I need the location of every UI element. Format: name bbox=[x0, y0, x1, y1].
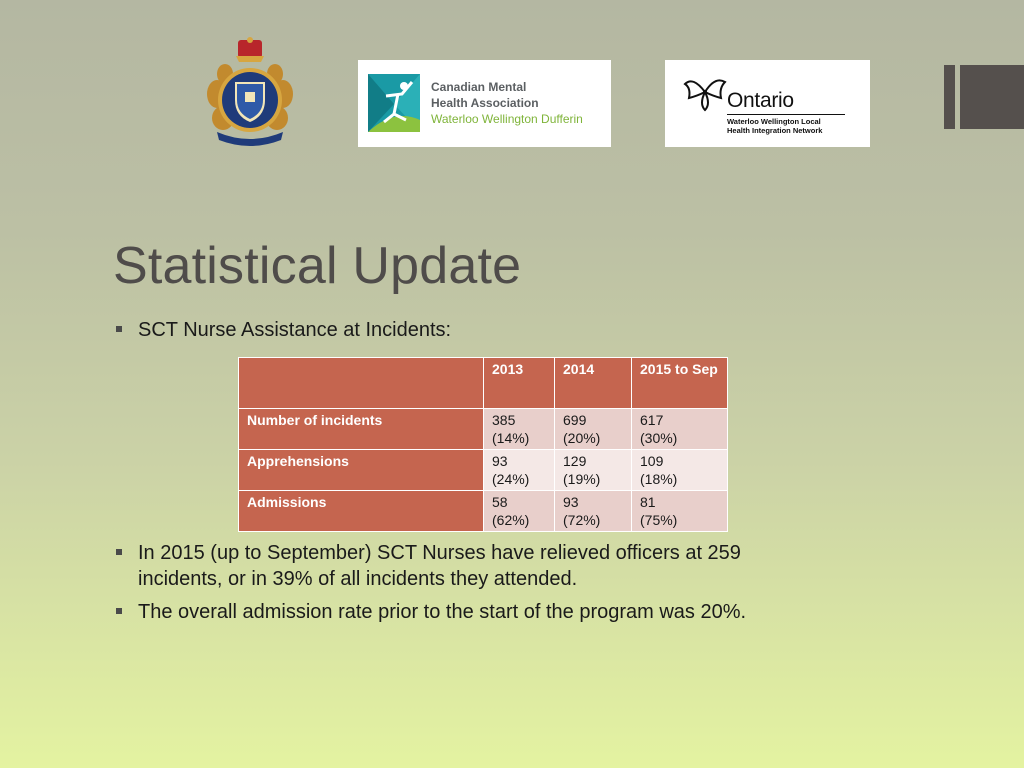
bullet-icon bbox=[116, 326, 122, 332]
cmha-name bbox=[431, 79, 583, 127]
table-cell: 699 (20%) bbox=[555, 409, 632, 450]
table-cell: 385 (14%) bbox=[484, 409, 555, 450]
table-row bbox=[239, 450, 728, 491]
table-header-cell: 2013 bbox=[484, 358, 555, 409]
bullet-text bbox=[138, 540, 741, 592]
table-row bbox=[239, 491, 728, 532]
accent-bar-wide bbox=[960, 65, 1024, 129]
ontario-lhin-logo bbox=[665, 60, 870, 147]
ontario-wordmark: Ontario bbox=[727, 89, 794, 112]
bullet-icon bbox=[116, 549, 122, 555]
table-header-cell: 2014 bbox=[555, 358, 632, 409]
corner-accent-bars bbox=[944, 65, 1024, 129]
bullet-text-line2: incidents, or in 39% of all incidents they attended. bbox=[138, 568, 578, 590]
table-cell: 58 (62%) bbox=[484, 491, 555, 532]
table-cell: 93 (72%) bbox=[555, 491, 632, 532]
row-label: Number of incidents bbox=[239, 409, 484, 450]
table-cell: 129 (19%) bbox=[555, 450, 632, 491]
cmha-line3: Waterloo Wellington Dufferin bbox=[431, 112, 583, 126]
cmha-logo-icon bbox=[368, 74, 420, 132]
table-cell: 617 (30%) bbox=[632, 409, 728, 450]
table-cell: 93 (24%) bbox=[484, 450, 555, 491]
table-cell: 81 (75%) bbox=[632, 491, 728, 532]
bullet-text: The overall admission rate prior to the start of the program was 20%. bbox=[138, 601, 747, 623]
bullet-text: SCT Nurse Assistance at Incidents: bbox=[138, 319, 452, 341]
lhin-line1: Waterloo Wellington Local bbox=[727, 117, 821, 126]
bullet-intro bbox=[116, 317, 816, 343]
cmha-line2: Health Association bbox=[431, 96, 539, 110]
row-label: Apprehensions bbox=[239, 450, 484, 491]
cmha-logo bbox=[358, 60, 611, 147]
row-label: Admissions bbox=[239, 491, 484, 532]
accent-bar-thin bbox=[944, 65, 955, 129]
stats-table bbox=[238, 357, 728, 532]
table-header-row bbox=[239, 358, 728, 409]
ontario-rule bbox=[727, 114, 845, 115]
bullet-text-line1: In 2015 (up to September) SCT Nurses have relieved officers at 259 bbox=[138, 542, 741, 564]
page-title: Statistical Update bbox=[113, 237, 522, 295]
cmha-line1: Canadian Mental bbox=[431, 80, 527, 94]
police-crest-icon bbox=[203, 36, 297, 148]
table-row bbox=[239, 409, 728, 450]
lhin-line2: Health Integration Network bbox=[727, 126, 823, 135]
table-header-cell bbox=[239, 358, 484, 409]
bullet-relieved bbox=[116, 540, 876, 592]
bullet-admission-rate bbox=[116, 599, 876, 625]
table-header-cell: 2015 to Sep bbox=[632, 358, 728, 409]
trillium-icon bbox=[681, 74, 729, 112]
lhin-name bbox=[727, 117, 822, 135]
bullet-icon bbox=[116, 608, 122, 614]
table-cell: 109 (18%) bbox=[632, 450, 728, 491]
